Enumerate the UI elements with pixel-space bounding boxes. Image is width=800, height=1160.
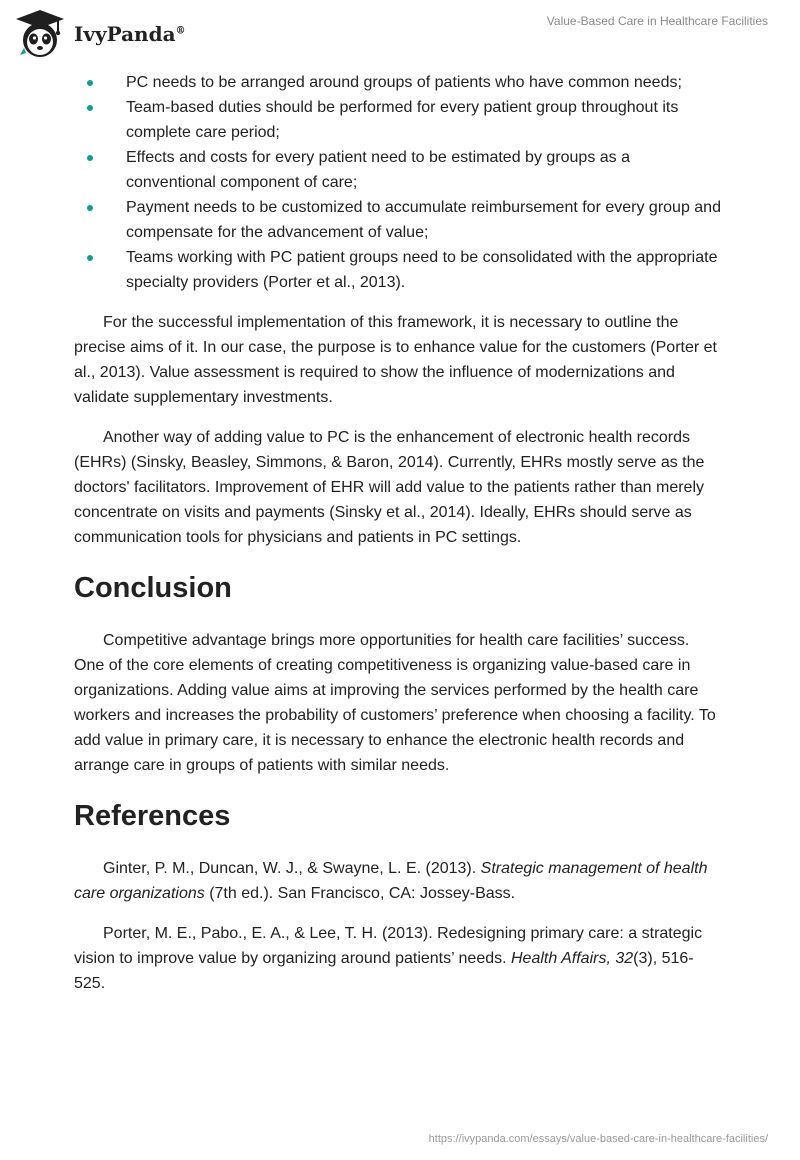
bullet-icon xyxy=(87,155,93,161)
bullet-icon xyxy=(87,80,93,86)
logo[interactable] xyxy=(12,8,186,60)
bullet-icon xyxy=(87,105,93,111)
reference-entry: Ginter, P. M., Duncan, W. J., & Swayne, L. E. (2013). Strategic management of health care organizations (7th ed.). San Francisco, CA: Jossey-Bass. xyxy=(74,860,708,902)
paragraph: For the successful implementation of this framework, it is necessary to outline the precise aims of it. In our case, the purpose is to enhance value for the customers (Porter et al., 2013). Value assessment is required to show the influence of modernizations and validate supplementary investments. xyxy=(74,314,717,406)
bullet-list xyxy=(74,70,724,295)
bullet-icon xyxy=(87,205,93,211)
source-url[interactable]: https://ivypanda.com/essays/value-based-care-in-healthcare-facilities/ xyxy=(428,1133,768,1145)
references-heading: References xyxy=(74,800,231,832)
conclusion-heading: Conclusion xyxy=(74,572,232,604)
page-header xyxy=(0,0,800,60)
list-item: Team-based duties should be performed for every patient group throughout its complete care period; xyxy=(74,95,724,145)
document-body xyxy=(74,70,724,996)
brand-name: IvyPanda® xyxy=(74,22,186,46)
list-item: PC needs to be arranged around groups of patients who have common needs; xyxy=(74,70,724,95)
document-title: Value-Based Care in Healthcare Facilities xyxy=(546,14,768,28)
conclusion-paragraph: Competitive advantage brings more opportunities for health care facilities’ success. One of the core elements of creating competitiveness is organizing value-based care in organizations. Adding value aims at improving the services performed by the health care workers and increases the probability of customers’ preference when choosing a facility. To add value in primary care, it is necessary to enhance the electronic health records and arrange care in groups of patients with similar needs. xyxy=(74,632,716,774)
paragraph: Another way of adding value to PC is the enhancement of electronic health records (EHRs) (Sinsky, Beasley, Simmons, & Baron, 2014). Currently, EHRs mostly serve as the doctors' facilitators. Improvement of EHR will add value to the patients rather than merely concentrate on visits and payments (Sinsky et al., 2014). Ideally, EHRs should serve as communication tools for physicians and patients in PC settings. xyxy=(74,429,705,546)
list-item: Payment needs to be customized to accumulate reimbursement for every group and compensate for the advancement of value; xyxy=(74,195,724,245)
reference-entry: Porter, M. E., Pabo., E. A., & Lee, T. H. (2013). Redesigning primary care: a strategic vision to improve value by organizing around patients’ needs. Health Affairs, 32(3), 516-525. xyxy=(74,925,703,992)
bullet-icon xyxy=(87,255,93,261)
list-item: Effects and costs for every patient need to be estimated by groups as a conventional component of care; xyxy=(74,145,724,195)
panda-logo-icon xyxy=(12,8,68,60)
list-item: Teams working with PC patient groups need to be consolidated with the appropriate specialty providers (Porter et al., 2013). xyxy=(74,245,724,295)
